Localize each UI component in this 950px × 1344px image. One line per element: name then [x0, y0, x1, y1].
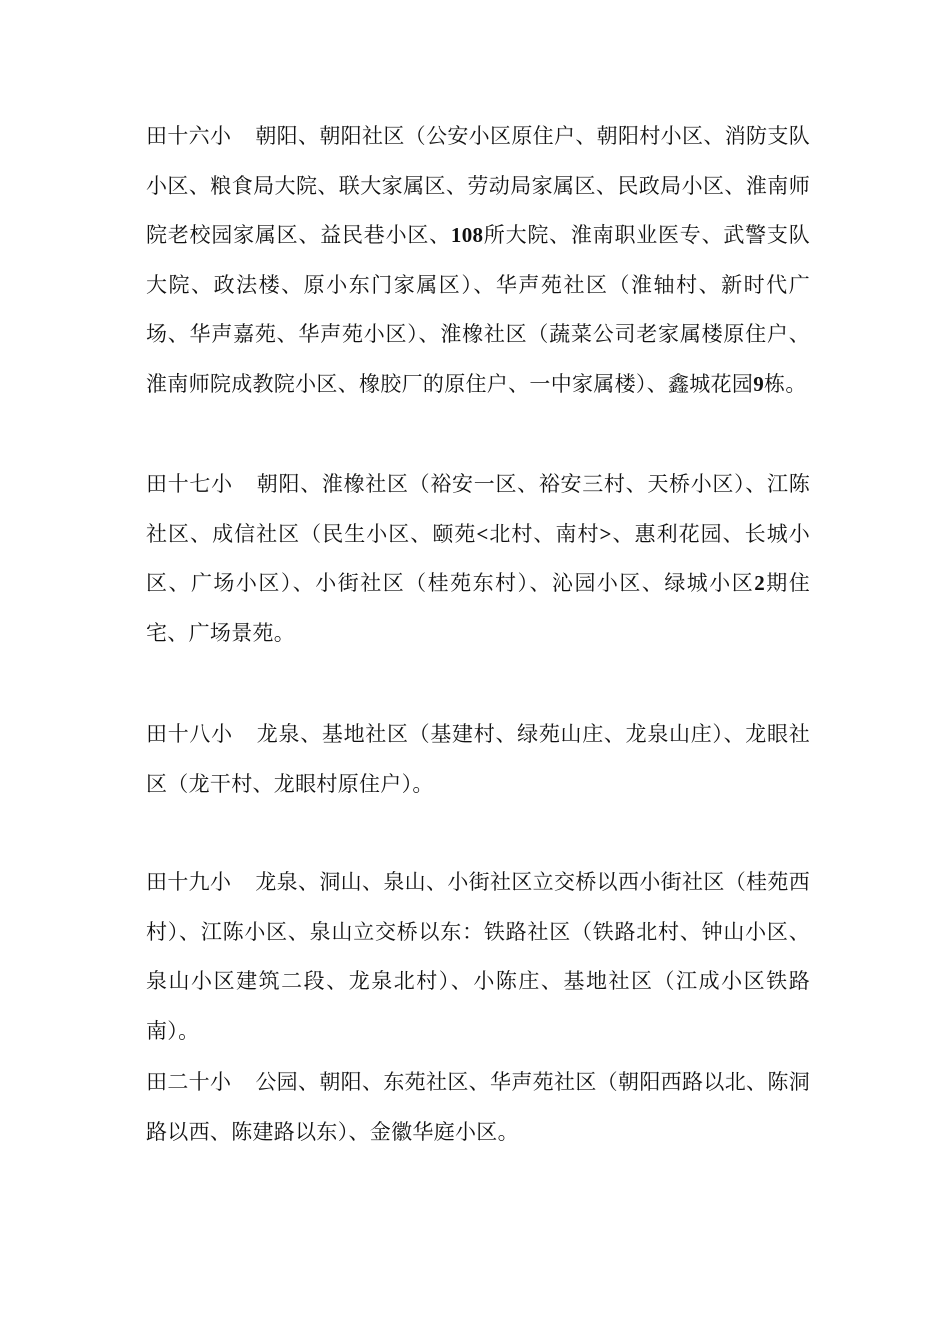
district-number: 108 [450, 223, 484, 247]
district-text: 北村、南村 [488, 521, 600, 546]
district-number: 2 [754, 571, 766, 595]
district-text: 龙泉、洞山、泉山、小街社区立交桥以西小街社区（桂苑西村）、江陈小区、泉山立交桥以东：铁路社区（铁路北村、钟山小区、泉山小区建筑二段、龙泉北村）、小陈庄、基地社区（江成小区铁路南）。 [146, 870, 810, 1043]
school-name: 田十七小 [146, 472, 233, 496]
school-district-paragraph [146, 460, 810, 658]
school-district-paragraph [146, 858, 810, 1056]
district-number: 9 [753, 371, 765, 396]
school-name: 田十九小 [146, 870, 232, 894]
district-text: 朝阳、淮橡社区（裕安一区、裕安三村、天桥小区）、江陈社区、成信社区（民生小区、颐苑 [146, 472, 810, 546]
district-text: 、惠利花园、长城小区、广场小区）、小街社区（桂苑东村）、沁园小区、绿城小区 [146, 521, 811, 595]
district-text: 龙泉、基地社区（基建村、绿苑山庄、龙泉山庄）、龙眼社区（龙干村、龙眼村原住户）。 [146, 722, 810, 796]
district-text: 公园、朝阳、东苑社区、华声苑社区（朝阳西路以北、陈洞路以西、陈建路以东）、金徽华庭小区。 [146, 1070, 810, 1144]
school-name: 田二十小 [146, 1070, 232, 1094]
school-district-paragraph [146, 1058, 810, 1157]
school-name: 田十八小 [146, 722, 233, 746]
school-name: 田十六小 [146, 124, 232, 148]
district-symbol: > [599, 521, 612, 546]
school-district-paragraph [146, 710, 810, 809]
district-text: 所大院、淮南职业医专、武警支队大院、政法楼、原小东门家属区）、华声苑社区（淮轴村、新时代广场、华声嘉苑、华声苑小区）、淮橡社区（蔬菜公司老家属楼原住户、淮南师院成教院小区、橡胶厂的原住户、一中家属楼）、鑫城花园 [146, 223, 810, 396]
district-text: 期住宅、广场景苑。 [146, 571, 810, 645]
district-symbol: < [476, 521, 489, 546]
school-district-paragraph [146, 112, 810, 409]
district-text: 朝阳、朝阳社区（公安小区原住户、朝阳村小区、消防支队小区、粮食局大院、联大家属区、劳动局家属区、民政局小区、淮南师院老校园家属区、益民巷小区、 [146, 124, 810, 247]
district-text: 栋。 [764, 371, 807, 396]
